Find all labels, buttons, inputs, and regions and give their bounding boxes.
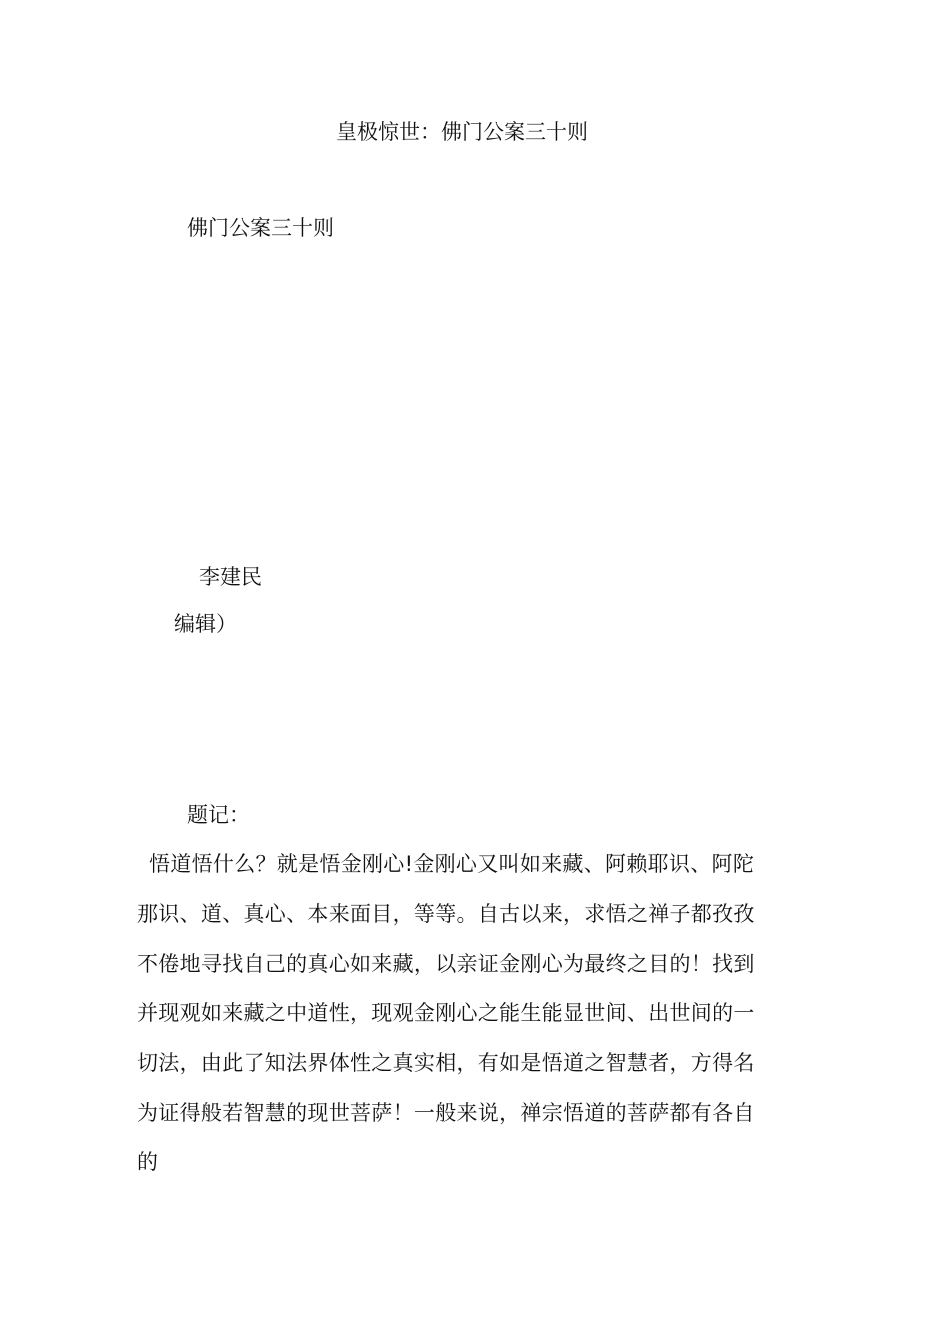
body-line: 悟道悟什么？就是悟金刚心!金刚心又叫如来藏、阿赖耶识、阿陀 <box>149 852 755 876</box>
body-line: 那识、道、真心、本来面目，等等。自古以来，求悟之禅子都孜孜 <box>137 902 755 926</box>
body-line: 的 <box>137 1150 159 1174</box>
document-subtitle: 佛门公案三十则 <box>187 216 334 240</box>
author-role: 编辑） <box>174 612 237 636</box>
body-line: 为证得般若智慧的现世菩萨！一般来说，禅宗悟道的菩萨都有各自 <box>137 1101 755 1125</box>
document-title: 皇极惊世：佛门公案三十则 <box>336 120 588 144</box>
body-line: 并现观如来藏之中道性，现观金刚心之能生能显世间、出世间的一 <box>137 1001 755 1025</box>
body-line: 切法，由此了知法界体性之真实相，有如是悟道之智慧者，方得名 <box>137 1051 755 1075</box>
foreword-label: 题记： <box>187 803 250 827</box>
author-name: 李建民 <box>199 565 262 589</box>
body-line: 不倦地寻找自己的真心如来藏，以亲证金刚心为最终之目的！找到 <box>137 952 755 976</box>
